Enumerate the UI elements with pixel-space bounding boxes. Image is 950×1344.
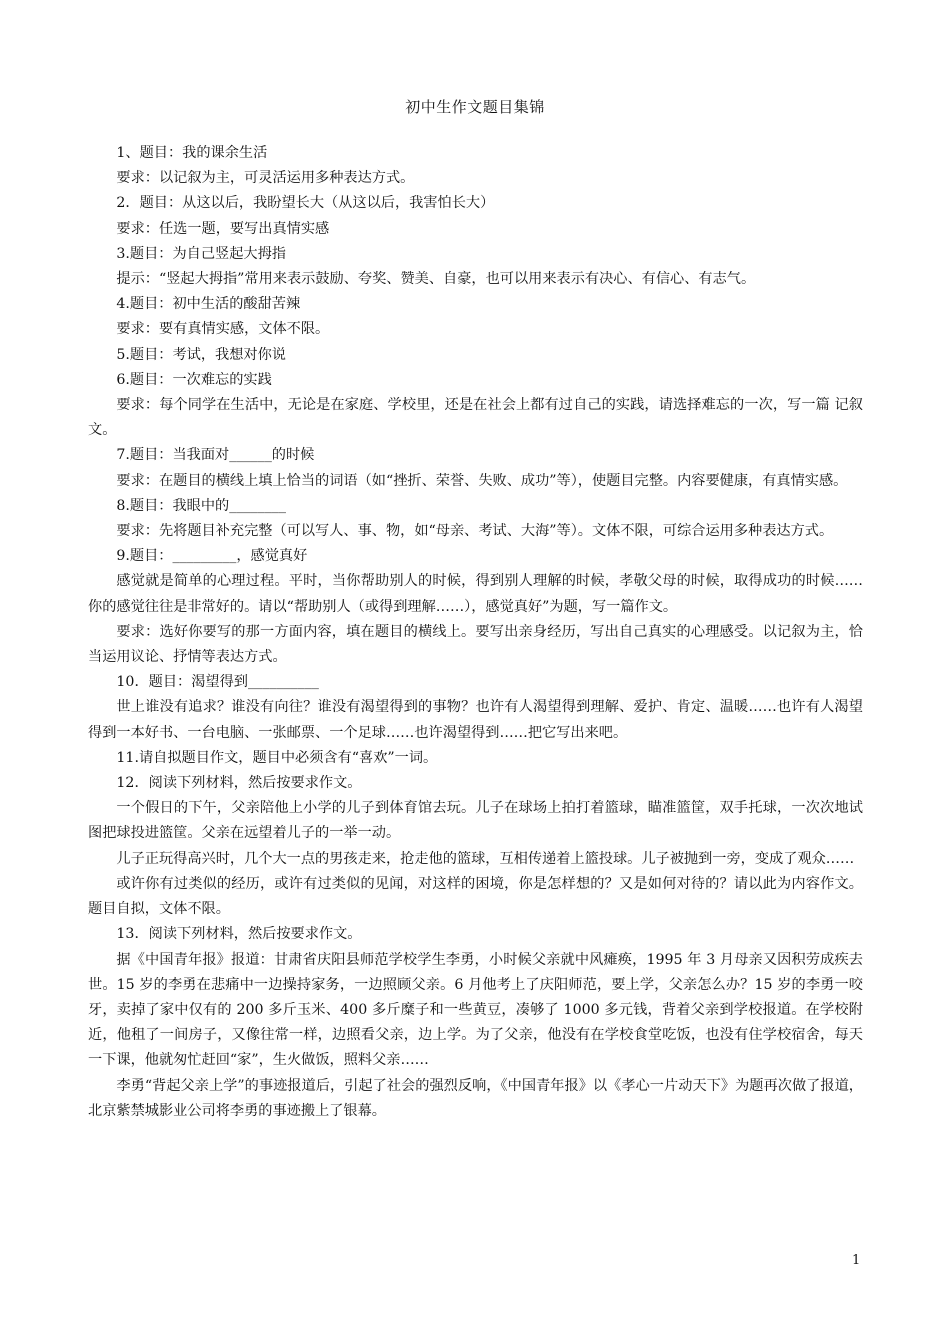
paragraph: 感觉就是简单的心理过程。平时，当你帮助别人的时候，得到别人理解的时候，孝敬父母的时候，取得成功的时候……你的感觉往往是非常好的。请以“帮助别人（或得到理解……），感觉真好”为题，写一篇作文。 <box>88 573 863 615</box>
paragraph: 1、题目：我的课余生活 <box>116 145 268 161</box>
paragraph: 提示：“竖起大拇指”常用来表示鼓励、夸奖、赞美、自豪，也可以用来表示有决心、有信心、有志气。 <box>116 271 756 288</box>
paragraph: 13．阅读下列材料，然后按要求作文。 <box>116 926 362 943</box>
paragraph: 11.请自拟题目作文，题目中必须含有“喜欢”一词。 <box>116 749 438 766</box>
paragraph: 要求：选好你要写的那一方面内容，填在题目的横线上。要写出亲身经历，写出自己真实的心理感受。以记叙为主，恰当运用议论、抒情等表达方式。 <box>88 623 863 666</box>
paragraph: 要求：要有真情实感，文体不限。 <box>116 321 330 338</box>
paragraph: 李勇“背起父亲上学”的事迹报道后，引起了社会的强烈反响，《中国青年报》以《孝心一片动天下》为题再次做了报道，北京紫禁城影业公司将李勇的事迹搬上了银幕。 <box>88 1077 863 1119</box>
paragraph: 世上谁没有追求？谁没有向往？谁没有渴望得到的事物？也许有人渴望得到理解、爱护、肯定、温暖……也许有人渴望得到一本好书、一台电脑、一张邮票、一个足球……也许渴望得到……把它写出来吧。 <box>88 699 863 741</box>
document-body <box>88 141 863 1124</box>
paragraph: 4.题目：初中生活的酸甜苦辣 <box>116 296 301 313</box>
document-title: 初中生作文题目集锦 <box>405 98 545 116</box>
paragraph: 要求：先将题目补充完整（可以写人、事、物，如“母亲、考试、大海”等）。文体不限，可综合运用多种表达方式。 <box>116 523 834 540</box>
paragraph: 要求：以记叙为主，可灵活运用多种表达方式。 <box>116 170 415 187</box>
paragraph: 7.题目：当我面对______的时候 <box>116 447 315 464</box>
paragraph: 9.题目：_________，感觉真好 <box>116 548 308 565</box>
paragraph: 或许你有过类似的经历，或许有过类似的见闻，对这样的困境，你是怎样想的？又是如何对待的？请以此为内容作文。题目自拟，文体不限。 <box>88 875 863 918</box>
paragraph: 2．题目：从这以后，我盼望长大（从这以后，我害怕长大） <box>116 195 495 212</box>
paragraph: 3.题目：为自己竖起大拇指 <box>116 245 286 262</box>
paragraph: 要求：任选一题，要写出真情实感 <box>116 220 330 237</box>
paragraph: 10．题目：渴望得到__________ <box>116 674 319 691</box>
paragraph: 要求：每个同学在生活中，无论是在家庭、学校里，还是在社会上都有过自己的实践，请选择难忘的一次，写一篇 记叙文。 <box>88 397 863 439</box>
paragraph: 12．阅读下列材料，然后按要求作文。 <box>116 775 362 792</box>
paragraph: 一个假日的下午，父亲陪他上小学的儿子到体育馆去玩。儿子在球场上拍打着篮球，瞄准篮筐，双手托球，一次次地试图把球投进篮筐。父亲在远望着儿子的一举一动。 <box>88 800 863 842</box>
paragraph: 要求：在题目的横线上填上恰当的词语（如“挫折、荣誉、失败、成功”等），使题目完整。内容要健康，有真情实感。 <box>116 472 848 489</box>
paragraph: 8.题目：我眼中的________ <box>116 497 286 514</box>
paragraph: 儿子正玩得高兴时，几个大一点的男孩走来，抢走他的篮球，互相传递着上篮投球。儿子被抛到一旁，变成了观众…… <box>116 850 855 867</box>
paragraph: 据《中国青年报》报道：甘肃省庆阳县师范学校学生李勇，小时候父亲就中风瘫痪，1995 年 3 月母亲又因积劳成疾去世。15 岁的李勇在悲痛中一边操持家务，一边照顾父亲。6 月他考上了庆阳师范，要上学，父亲怎么办？15 岁的李勇一咬牙，卖掉了家中仅有的 200 多斤玉米、400 多斤糜子和一些黄豆，凑够了 1000 多元钱，背着父亲到学校报道。在学校附近，他租了一间房子，又像往常一样，边照看父亲，边上学。为了父亲，他没有在学校食堂吃饭，也没有住学校宿舍，每天一下课，他就匆忙赶回“家”，生火做饭，照料父亲…… <box>88 951 863 1069</box>
paragraph: 5.题目：考试，我想对你说 <box>116 346 286 363</box>
paragraph: 6.题目：一次难忘的实践 <box>116 371 272 388</box>
page-number: 1 <box>852 1253 861 1268</box>
